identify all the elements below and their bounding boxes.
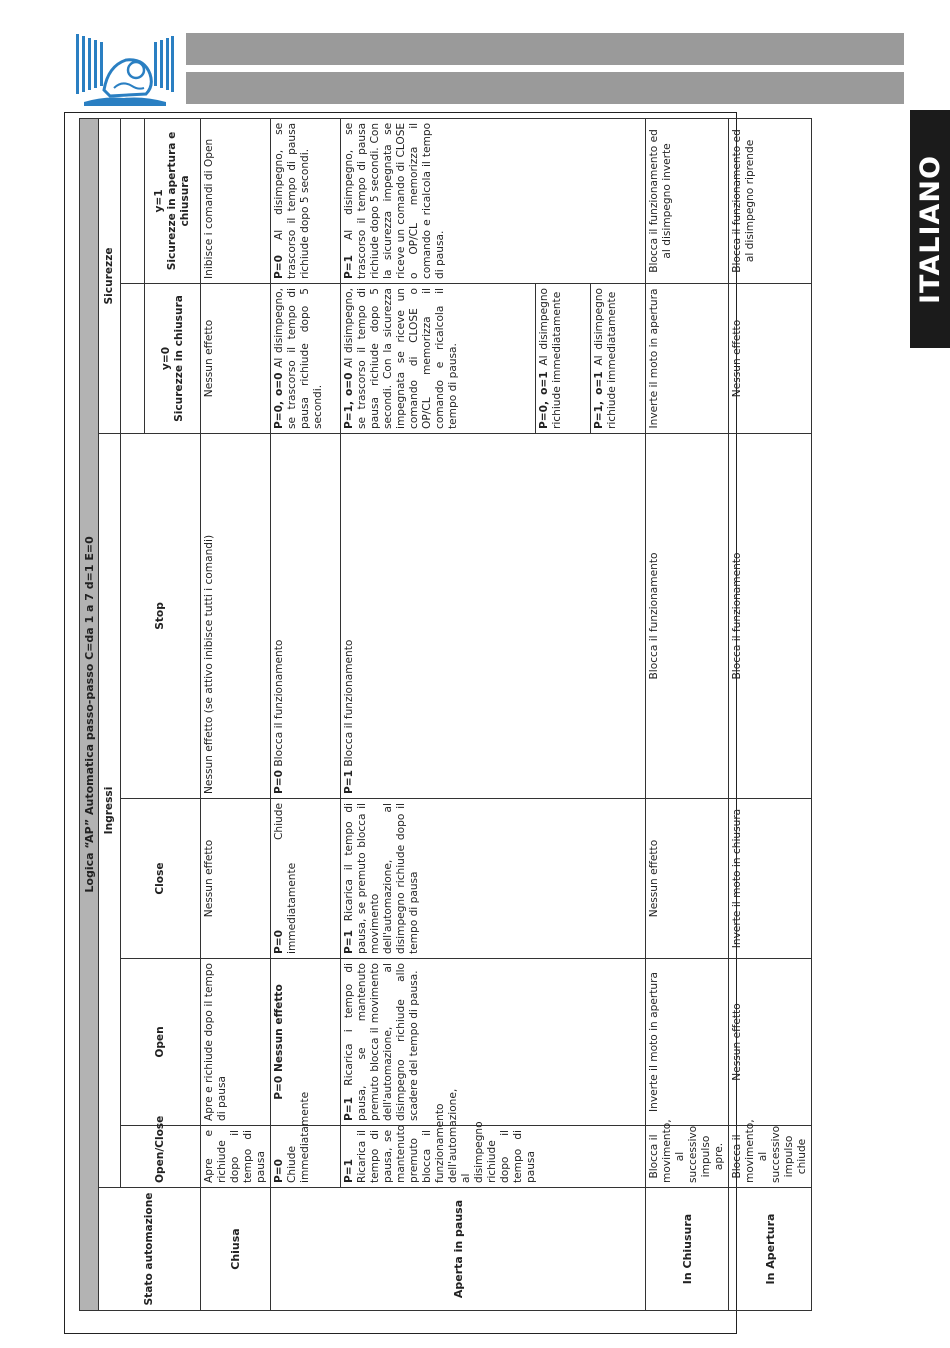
tag-y1-p0: P=0: [273, 254, 285, 279]
tag-open-p1: P=1: [343, 1096, 355, 1121]
text-oc-p1: Ricarica il tempo di pausa, se mantenuto premuto blocca il funzionamento dell'automazione, al disimpegno richiude dopo il tempo di pausa: [356, 1088, 537, 1183]
text-open-p0: P=0 Nessun effetto: [273, 984, 285, 1100]
tag-y0-p0o0: P=0, o=0: [273, 372, 285, 429]
logic-table-rotated: [79, 121, 808, 1311]
cell-aperta-y0-p1o1: [591, 284, 646, 434]
header-y1-sub: Sicurezze in apertura e chiusura: [166, 131, 191, 271]
tag-stop-p1: P=1: [343, 769, 355, 794]
header-open-close: Open/Close: [121, 1126, 201, 1188]
header-y1: [145, 118, 201, 283]
tag-stop-p0: P=0: [273, 769, 285, 794]
cell-chiusa-open: Apre e richiude dopo il tempo di pausa: [201, 959, 271, 1126]
cell-in-apertura-open-close: Blocca il movimento, al successivo impulso chiude: [729, 1126, 812, 1188]
tag-y1-p1: P=1: [343, 254, 355, 279]
cell-in-chiusura-open: Inverte il moto in apertura: [646, 959, 729, 1126]
header-sicurezze: Sicurezze: [99, 118, 121, 433]
tag-close-p1: P=1: [343, 929, 355, 954]
cell-aperta-oc-p0: [271, 1091, 341, 1188]
header-y0-top: [121, 284, 145, 434]
cell-aperta-close-p1: [341, 799, 646, 959]
cell-chiusa-y0: Nessun effetto: [201, 284, 271, 434]
row-label-aperta: Aperta in pausa: [271, 1188, 646, 1311]
cell-aperta-y1-p0: [271, 118, 341, 283]
header-stop: Stop: [121, 434, 201, 799]
text-open-p1: Ricarica i tempo di pausa, se mantenuto premuto blocca il movimento dell'automazione, al disimpegno richiude allo scadere del tempo di pausa.: [343, 963, 420, 1121]
cell-in-apertura-y0: Nessun effetto: [729, 284, 812, 434]
text-y1-p0: Al disimpegno, se trascorso il tempo di pausa richiude dopo 5 secondi.: [273, 122, 311, 279]
header-y1-top: [121, 118, 145, 283]
cell-in-apertura-open: Nessun effetto: [729, 959, 812, 1126]
text-y0-p1o1: Al disimpegno richiude immediatamente: [593, 287, 618, 429]
cell-aperta-y0-p0o0: [271, 284, 341, 434]
cell-in-chiusura-y1: Blocca il funzionamento ed al disimpegno inverte: [646, 118, 729, 283]
language-tab: [910, 110, 950, 348]
cell-in-apertura-stop: Blocca il funzionamento: [729, 434, 812, 799]
text-y0-p0o1: Al disimpegno richiude immediatamente: [538, 287, 563, 429]
cell-in-chiusura-close: Nessun effetto: [646, 799, 729, 959]
language-tab-label: ITALIANO: [914, 154, 946, 304]
lion-logo: [74, 30, 174, 106]
header-y0: [145, 284, 201, 434]
tag-oc-p0: P=0: [273, 1158, 285, 1183]
header-ingressi: Ingressi: [99, 434, 121, 1188]
text-close-p0: Chiude immediatamente: [273, 803, 298, 954]
cell-aperta-y0-p1o0: [341, 284, 536, 434]
header-y0-value: y=0: [159, 346, 172, 371]
header-y0-sub: Sicurezze in chiusura: [172, 295, 185, 422]
header-stato: Stato automazione: [99, 1188, 201, 1311]
header-bar-bottom: [186, 72, 904, 104]
text-stop-p0: Blocca il funzionamento: [273, 639, 285, 767]
cell-chiusa-y1: Inibisce i comandi di Open: [201, 118, 271, 283]
tag-close-p0: P=0: [273, 929, 285, 954]
cell-in-apertura-close: Inverte il moto in chiusura: [729, 799, 812, 959]
cell-chiusa-open-close: Apre e richiude dopo il tempo di pausa: [201, 1126, 271, 1188]
logic-table: [79, 118, 812, 1311]
row-label-in-chiusura: In Chiusura: [646, 1188, 729, 1311]
cell-aperta-stop-p0: [271, 434, 341, 799]
header-open: Open: [121, 959, 201, 1126]
tag-y0-p1o0: P=1, o=0: [343, 372, 355, 429]
row-label-in-apertura: In Apertura: [729, 1188, 812, 1311]
cell-aperta-stop-p1: [341, 434, 646, 799]
header-bar-top: [186, 33, 904, 65]
header-close: Close: [121, 799, 201, 959]
cell-in-apertura-y1: Blocca il funzionamento ed al disimpegno riprende: [729, 118, 812, 283]
text-y0-p1o0: Al disimpegno, se trascorso il tempo di pausa richiude dopo 5 secondi. Con la sicurezza impegnata se riceve un comando di CLOSE o OP/CL memorizza il comando e ricalcola il tempo di pausa.: [343, 287, 459, 429]
cell-aperta-y1-p1: [341, 118, 646, 283]
row-label-chiusa: Chiusa: [201, 1188, 271, 1311]
cell-in-chiusura-stop: Blocca il funzionamento: [646, 434, 729, 799]
tag-y0-p0o1: P=0, o=1: [538, 371, 550, 429]
cell-in-chiusura-y0: Inverte il moto in apertura: [646, 284, 729, 434]
cell-chiusa-close: Nessun effetto: [201, 799, 271, 959]
text-stop-p1: Blocca il funzionamento: [343, 639, 355, 767]
cell-aperta-y0-p0o1: [536, 284, 591, 434]
cell-in-chiusura-open-close: Blocca il movimento, al successivo impulso apre.: [646, 1126, 729, 1188]
table-title: Logica “AP” Automatica passo-passo C=da 1 a 7 d=1 E=0: [80, 118, 99, 1310]
tag-y0-p1o1: P=1, o=1: [593, 371, 605, 429]
cell-chiusa-stop: Nessun effetto (se attivo inibisce tutti i comandi): [201, 434, 271, 799]
text-y1-p1: Al disimpegno, se trascorso il tempo di pausa richiude dopo 5 secondi. Con la sicurezza impegnata se riceve un comando di CLOSE o OP/CL memorizza il comando e ricalcola il tempo di pausa.: [343, 122, 446, 279]
header-y1-value: y=1: [153, 189, 165, 213]
tag-oc-p1: P=1: [343, 1158, 355, 1183]
cell-aperta-close-p0: [271, 799, 341, 959]
text-y0-p0o0: Al disimpegno, se trascorso il tempo di pausa richiude dopo 5 secondi.: [273, 287, 324, 429]
text-close-p1: Ricarica il tempo di pausa, se premuto blocca il movimento dell'automazione, al disimpegno richiude dopo il tempo di pausa: [343, 803, 420, 954]
text-oc-p0: Chiude immediatamente: [286, 1091, 311, 1183]
cell-aperta-oc-p1: [341, 1088, 646, 1188]
cell-aperta-open-p1: [341, 959, 646, 1126]
